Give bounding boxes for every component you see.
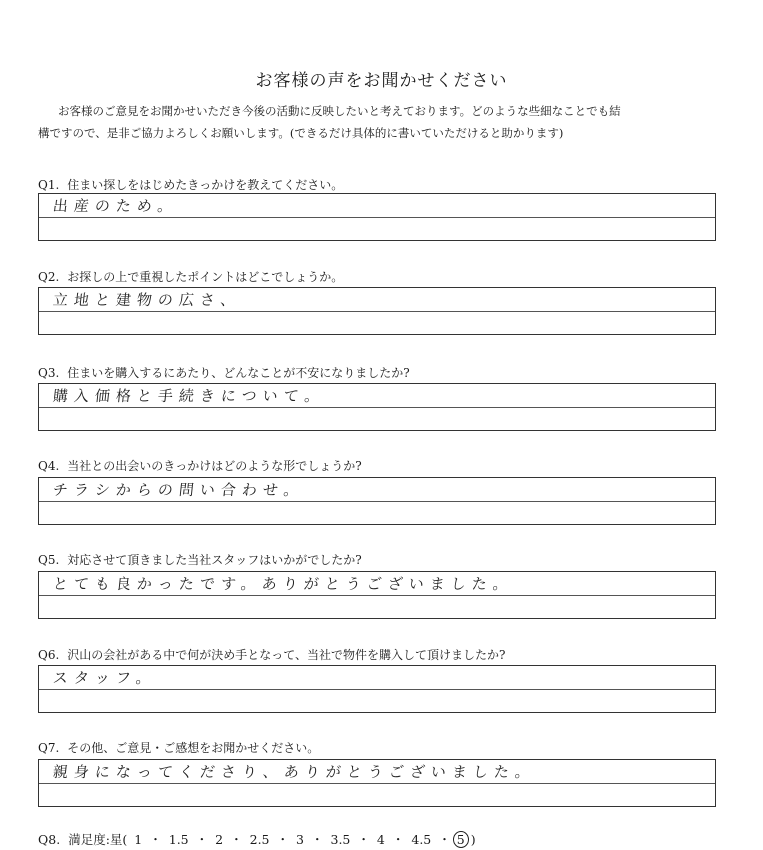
rating-label: 満足度:星( <box>68 832 128 847</box>
answer-box-5[interactable] <box>38 571 716 619</box>
handwritten-answer: 購入価格と手続きについて。 <box>52 387 327 405</box>
rating-separator: ・ <box>357 832 370 847</box>
question-text: 対応させて頂きました当社スタッフはいかがでしたか? <box>67 553 362 567</box>
question-text: その他、ご意見・ご感想をお聞かせください。 <box>67 741 320 755</box>
handwritten-answer: 出産のため。 <box>52 197 180 215</box>
rating-option-5[interactable]: 5 <box>453 831 469 848</box>
handwritten-answer: スタッフ。 <box>52 669 158 687</box>
rating-separator: ・ <box>438 832 451 847</box>
answer-box-1[interactable] <box>38 193 716 241</box>
rating-option-1[interactable]: 1 <box>134 832 143 847</box>
question-number: Q5. <box>38 553 60 567</box>
question-3 <box>38 364 410 381</box>
rating-option-3-5[interactable]: 3.5 <box>330 832 351 847</box>
ruled-line <box>39 311 715 312</box>
answer-box-2[interactable] <box>38 287 716 335</box>
question-text: お探しの上で重視したポイントはどこでしょうか。 <box>67 270 344 284</box>
question-2 <box>38 268 343 285</box>
rating-separator: ・ <box>149 832 162 847</box>
rating-option-1-5[interactable]: 1.5 <box>168 832 189 847</box>
answer-box-6[interactable] <box>38 665 716 713</box>
ruled-line <box>39 501 715 502</box>
handwritten-answer: 親身になってくださり、ありがとうございました。 <box>52 763 537 781</box>
intro-line-1: お客様のご意見をお聞かせいただき今後の活動に反映したいと考えております。どのような些細なことでも結 <box>58 104 621 118</box>
rating-separator: ・ <box>391 832 405 847</box>
rating-option-2[interactable]: 2 <box>215 832 224 847</box>
rating-close: ) <box>470 832 476 847</box>
ruled-line <box>39 407 715 408</box>
rating-separator: ・ <box>195 832 209 847</box>
answer-box-3[interactable] <box>38 383 716 431</box>
rating-option-3[interactable]: 3 <box>296 832 304 847</box>
question-number: Q8. <box>38 832 61 847</box>
question-text: 当社との出会いのきっかけはどのような形でしょうか? <box>67 459 362 473</box>
question-number: Q2. <box>38 270 60 284</box>
intro-line-2: 構ですので、是非ご協力よろしくお願いします。(できるだけ具体的に書いていただけると助かります) <box>38 126 564 140</box>
question-7 <box>38 739 319 756</box>
question-text: 住まい探しをはじめたきっかけを教えてください。 <box>67 178 344 192</box>
handwritten-answer: 立地と建物の広さ、 <box>52 291 243 309</box>
handwritten-answer: とても良かったです。ありがとうございました。 <box>52 575 515 593</box>
question-number: Q1. <box>38 178 60 192</box>
rating-separator: ・ <box>310 832 324 847</box>
ruled-line <box>39 595 715 596</box>
question-number: Q7. <box>38 741 60 755</box>
rating-option-2-5[interactable]: 2.5 <box>249 832 270 847</box>
ruled-line <box>39 783 715 784</box>
question-5 <box>38 551 362 568</box>
answer-box-7[interactable] <box>38 759 716 807</box>
rating-option-4-5[interactable]: 4.5 <box>411 832 432 847</box>
question-1 <box>38 176 343 193</box>
ruled-line <box>39 217 715 218</box>
answer-box-4[interactable] <box>38 477 716 525</box>
ruled-line <box>39 689 715 690</box>
question-number: Q4. <box>38 459 60 473</box>
question-text: 沢山の会社がある中で何が決め手となって、当社で物件を購入して頂けましたか? <box>67 648 506 662</box>
question-number: Q3. <box>38 366 60 380</box>
question-text: 住まいを購入するにあたり、どんなことが不安になりましたか? <box>67 366 410 380</box>
handwritten-answer: チラシからの問い合わせ。 <box>52 481 306 499</box>
rating-option-4[interactable]: 4 <box>376 832 385 847</box>
page-title: お客様の声をお聞かせください <box>255 71 508 91</box>
rating-separator: ・ <box>230 832 243 847</box>
question-number: Q6. <box>38 648 60 662</box>
question-6 <box>38 646 506 663</box>
rating-options <box>127 832 470 847</box>
rating-separator: ・ <box>276 832 290 847</box>
question-4 <box>38 457 362 474</box>
satisfaction-rating <box>38 830 476 848</box>
